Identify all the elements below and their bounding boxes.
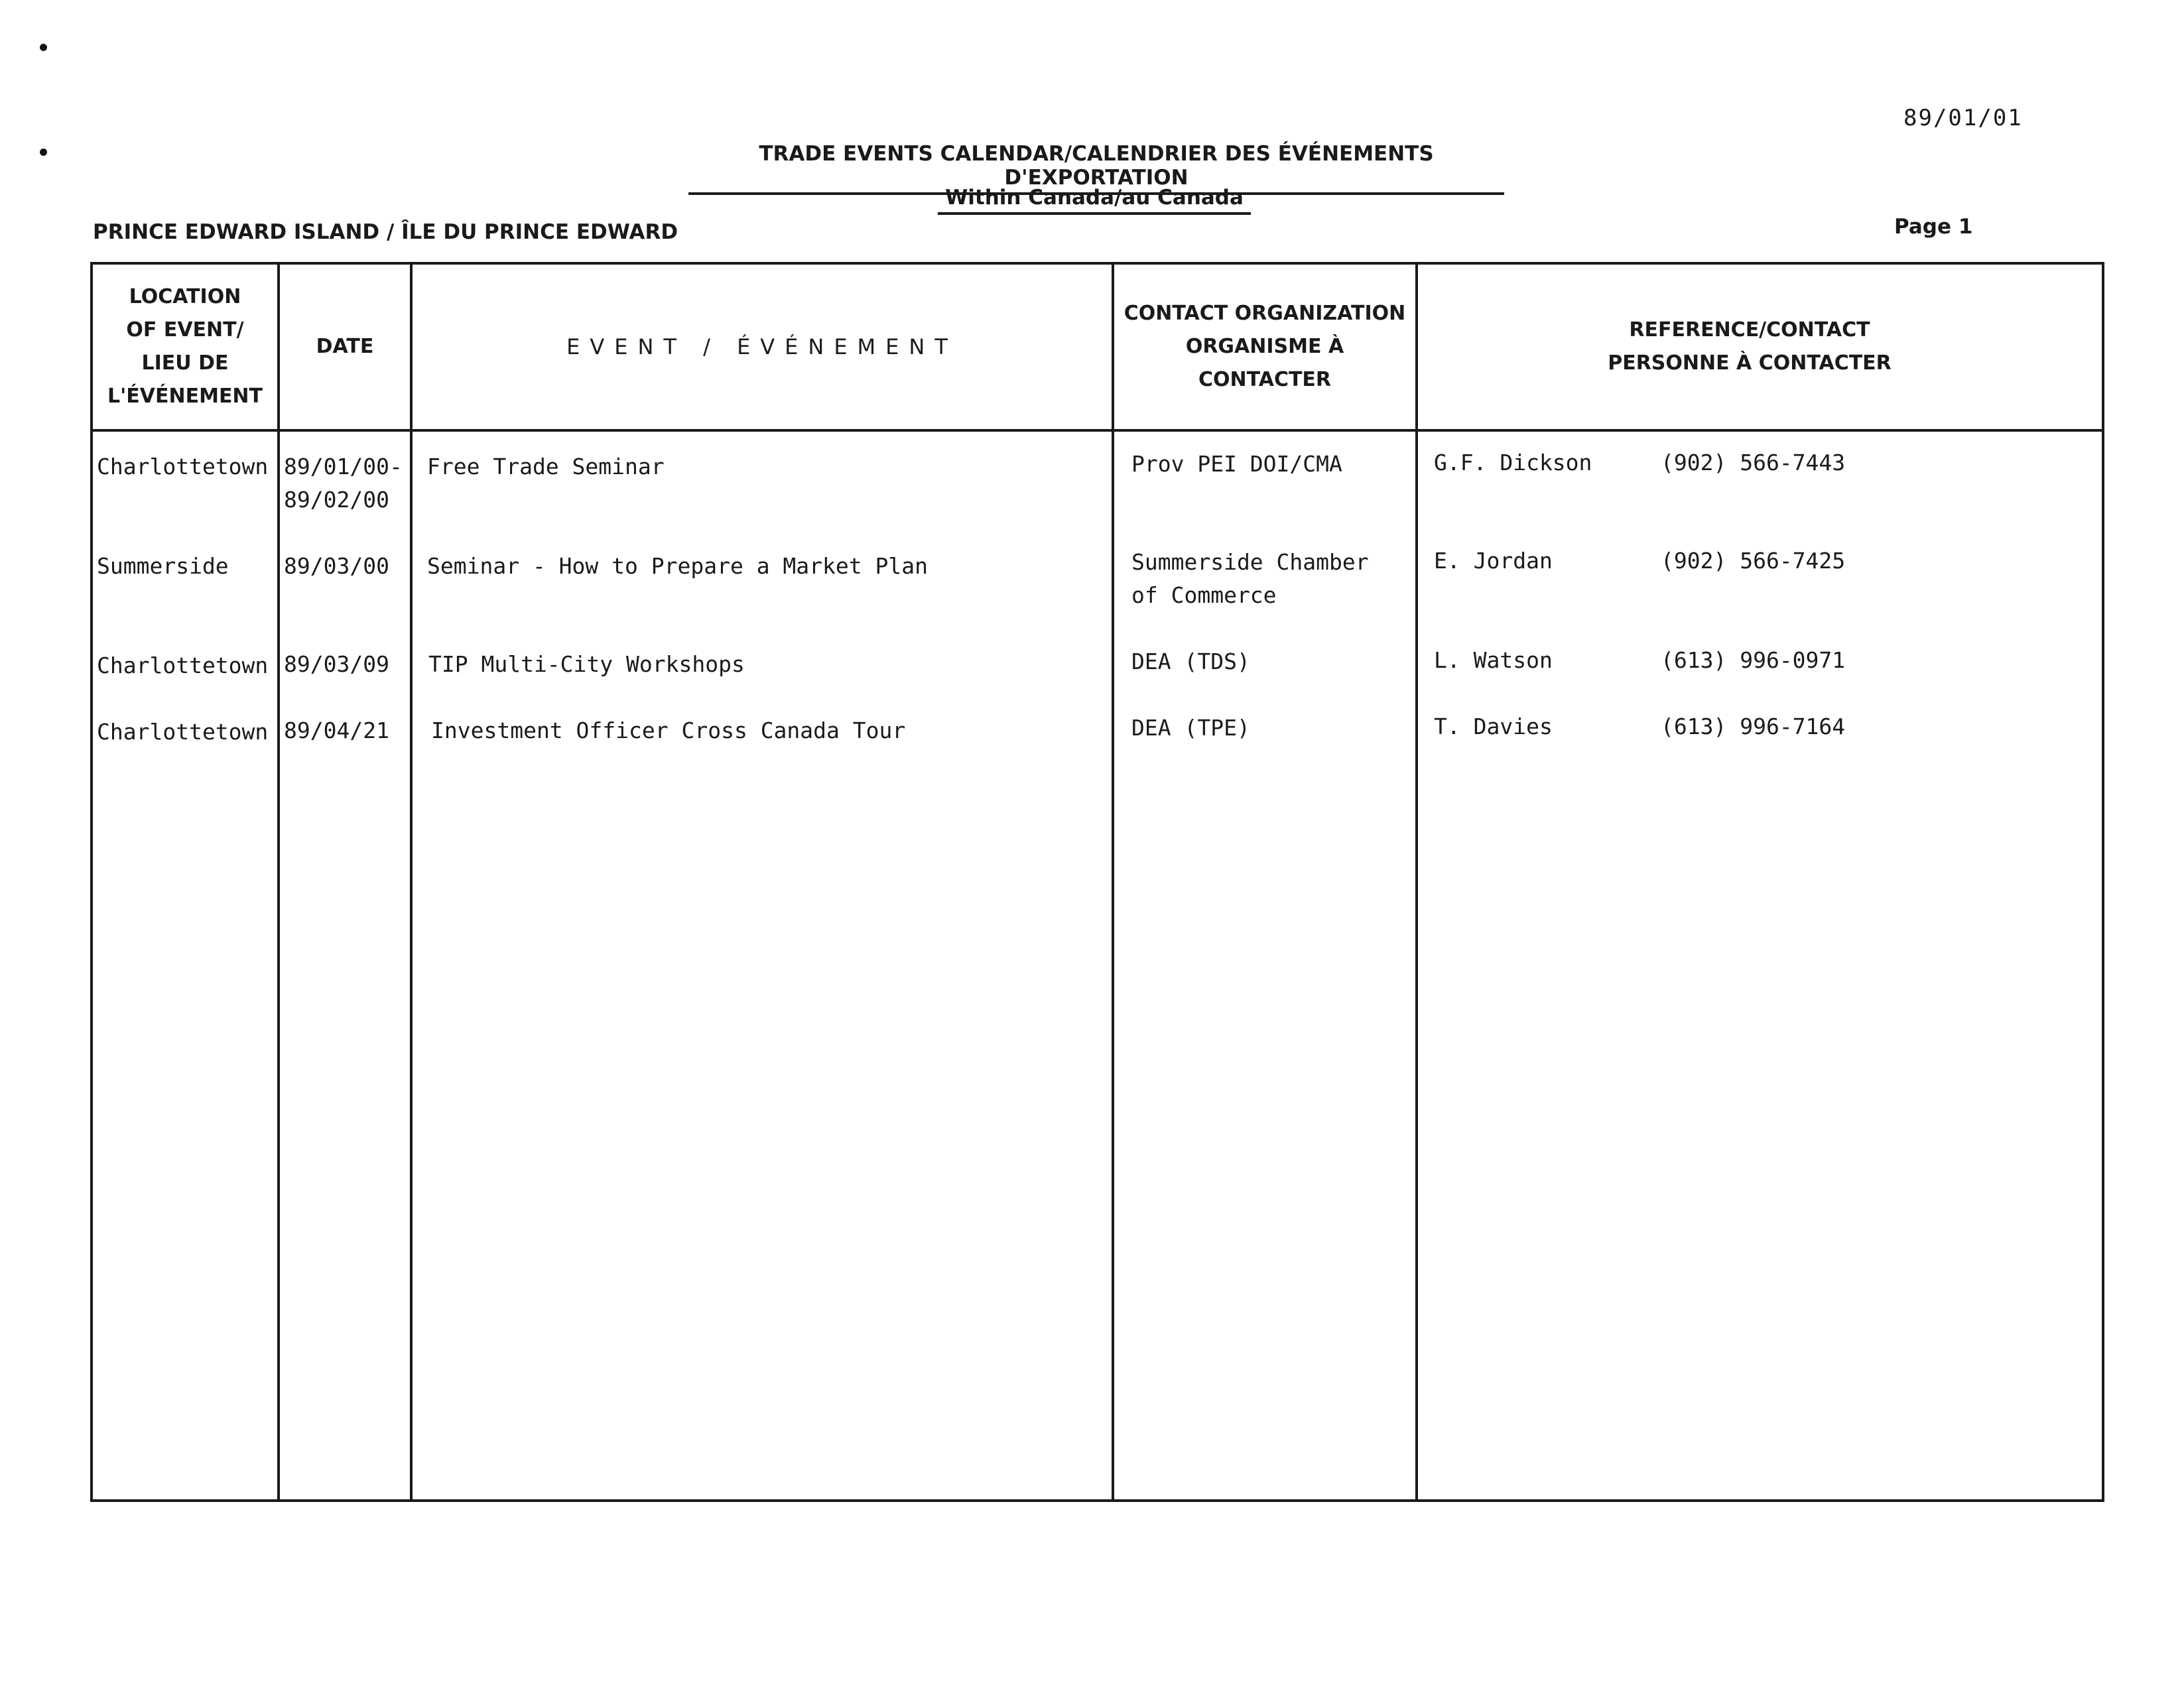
row-contact: E. Jordan	[1434, 548, 1553, 574]
row-location: Charlottetown	[97, 653, 269, 678]
region-heading: PRINCE EDWARD ISLAND / ÎLE DU PRINCE EDWARD	[93, 220, 678, 244]
events-table	[90, 262, 2104, 1502]
column-divider	[1112, 265, 1114, 1499]
row-contact: G.F. Dickson	[1434, 450, 1592, 475]
header-contact-organization: CONTACT ORGANIZATION ORGANISME À CONTACTER	[1124, 302, 1406, 391]
row-date: 89/03/00	[284, 553, 389, 579]
row-event: Free Trade Seminar	[427, 454, 665, 479]
row-phone: (613) 996-0971	[1661, 647, 1846, 673]
column-divider	[277, 265, 280, 1499]
row-phone: (902) 566-7443	[1661, 450, 1846, 475]
row-event: Investment Officer Cross Canada Tour	[431, 717, 906, 743]
document-subtitle: Within Canada/au Canada	[938, 186, 1251, 215]
header-event: EVENT / ÉVÉNEMENT	[566, 334, 958, 359]
row-location: Charlottetown	[97, 454, 269, 479]
header-reference-contact: REFERENCE/CONTACT PERSONNE À CONTACTER	[1608, 318, 1892, 375]
row-date: 89/03/09	[284, 651, 389, 677]
row-location: Summerside	[97, 553, 229, 579]
row-phone: (613) 996-7164	[1661, 714, 1846, 739]
row-date: 89/04/21	[284, 717, 389, 743]
row-location: Charlottetown	[97, 719, 269, 745]
page-number: Page 1	[1894, 215, 1973, 239]
row-organization: DEA (TPE)	[1131, 715, 1250, 741]
document-date: 89/01/01	[1903, 105, 2023, 131]
row-contact: T. Davies	[1434, 714, 1553, 739]
row-date: 89/01/00- 89/02/00	[284, 454, 403, 513]
row-organization: DEA (TDS)	[1131, 649, 1250, 674]
header-divider	[93, 429, 2102, 432]
row-phone: (902) 566-7425	[1661, 548, 1846, 574]
row-event: TIP Multi-City Workshops	[428, 651, 745, 677]
column-divider	[410, 265, 413, 1499]
header-date: DATE	[316, 335, 374, 358]
punch-dot	[40, 44, 47, 51]
row-organization: Prov PEI DOI/CMA	[1131, 451, 1342, 477]
document-title: TRADE EVENTS CALENDAR/CALENDRIER DES ÉVÉNEMENTS D'EXPORTATION	[688, 142, 1504, 195]
punch-dot	[40, 149, 47, 156]
row-contact: L. Watson	[1434, 647, 1553, 673]
column-divider	[1415, 265, 1418, 1499]
row-event: Seminar - How to Prepare a Market Plan	[427, 553, 928, 579]
header-location: LOCATION OF EVENT/ LIEU DE L'ÉVÉNEMENT	[107, 285, 263, 408]
row-organization: Summerside Chamber of Commerce	[1131, 549, 1369, 608]
